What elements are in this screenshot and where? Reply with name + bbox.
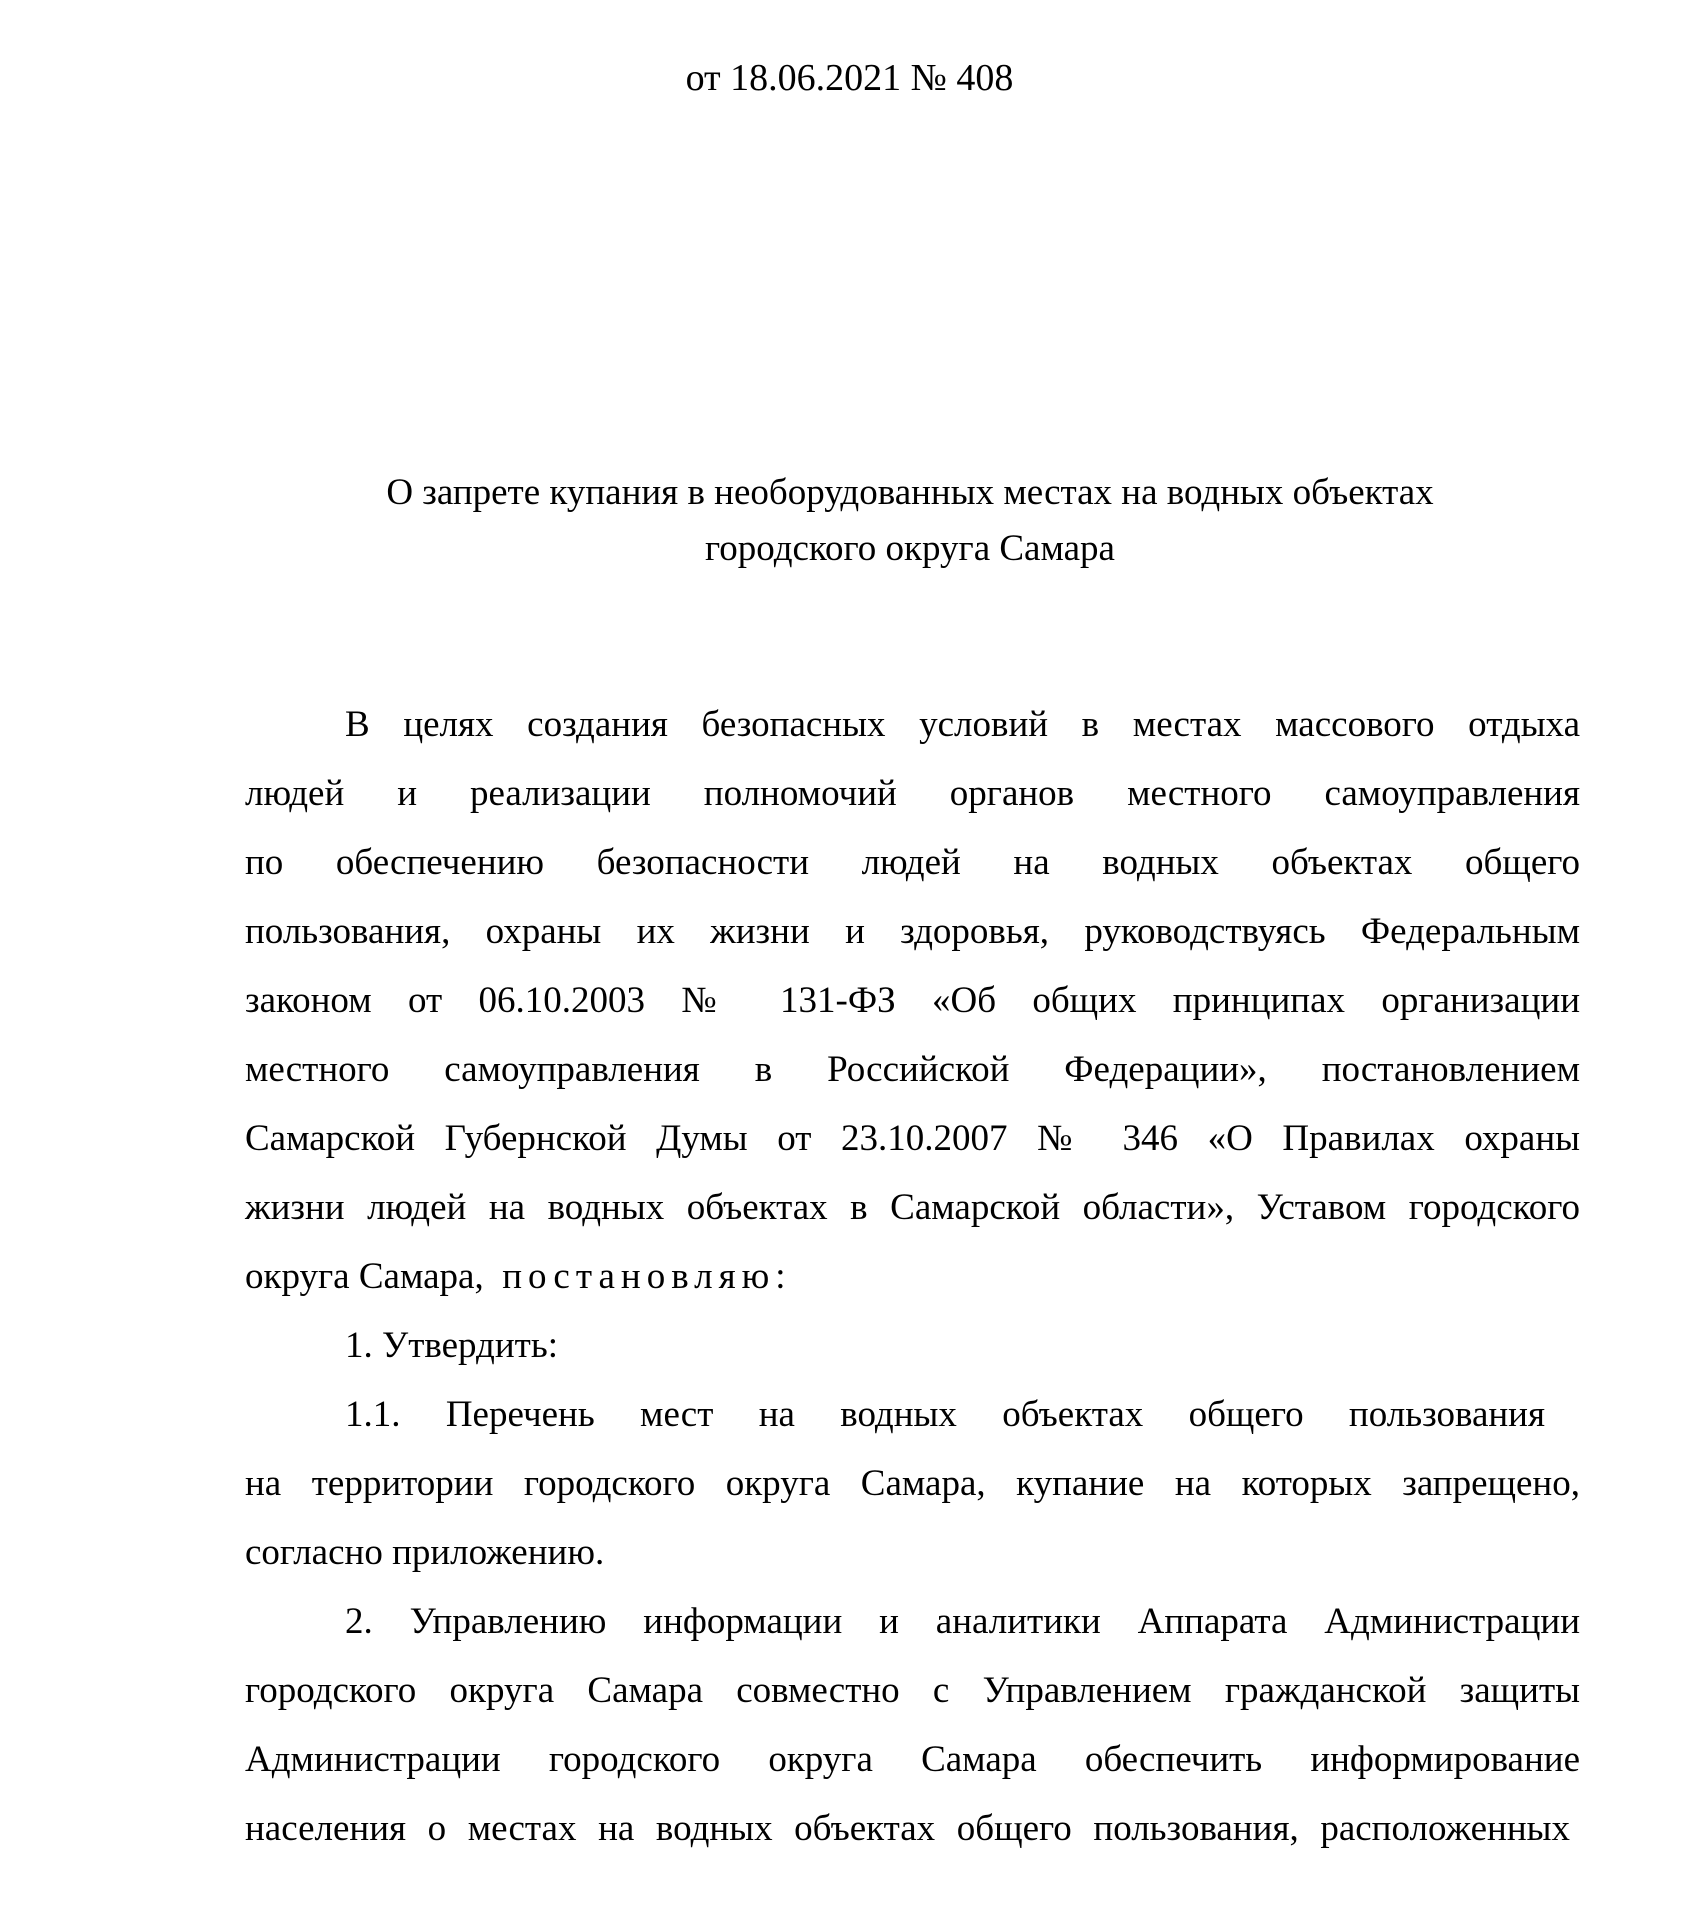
text-line: жизни людей на водных объектах в Самарской области», Уставом городского [245,1187,1580,1228]
document-title [240,465,1580,577]
preamble-ending: округа Самара, [245,1256,484,1297]
title-line-1: О запрете купания в необорудованных местах на водных объектах [386,472,1434,513]
text-line: по обеспечению безопасности людей на водных объектах общего [245,842,1580,883]
text-line: В целях создания безопасных условий в местах массового отдыха [345,704,1580,745]
text-line: 1. Утвердить: [345,1325,559,1366]
title-line-2: городского округа Самара [705,528,1115,569]
preamble-paragraph [245,690,1580,1311]
item-2 [245,1587,1580,1863]
resolution-keyword: постановляю: [502,1256,792,1297]
text-line: согласно приложению. [245,1532,605,1573]
text-line: законом от 06.10.2003 № 131-ФЗ «Об общих принципах организации [245,980,1580,1021]
text-line: Самарской Губернской Думы от 23.10.2007 № 346 «О Правилах охраны [245,1118,1580,1159]
text-line: 2. Управлению информации и аналитики Аппарата Администрации [345,1601,1580,1642]
item-1 [245,1311,1580,1380]
text-line: пользования, охраны их жизни и здоровья, руководствуясь Федеральным [245,911,1580,952]
text-line: 1.1. Перечень мест на водных объектах общего пользования [345,1394,1545,1435]
text-line: на территории городского округа Самара, купание на которых запрещено, [245,1463,1580,1504]
text-line: Администрации городского округа Самара обеспечить информирование [245,1739,1580,1780]
text-line: местного самоуправления в Российской Федерации», постановлением [245,1049,1580,1090]
text-line [245,1242,1580,1311]
document-number-date: от 18.06.2021 № 408 [685,57,1014,99]
text-line: городского округа Самара совместно с Управлением гражданской защиты [245,1670,1580,1711]
document-body [245,690,1580,1863]
text-line: людей и реализации полномочий органов местного самоуправления [245,773,1580,814]
item-1-1 [245,1380,1580,1587]
text-line: населения о местах на водных объектах общего пользования, расположенных [245,1808,1570,1849]
